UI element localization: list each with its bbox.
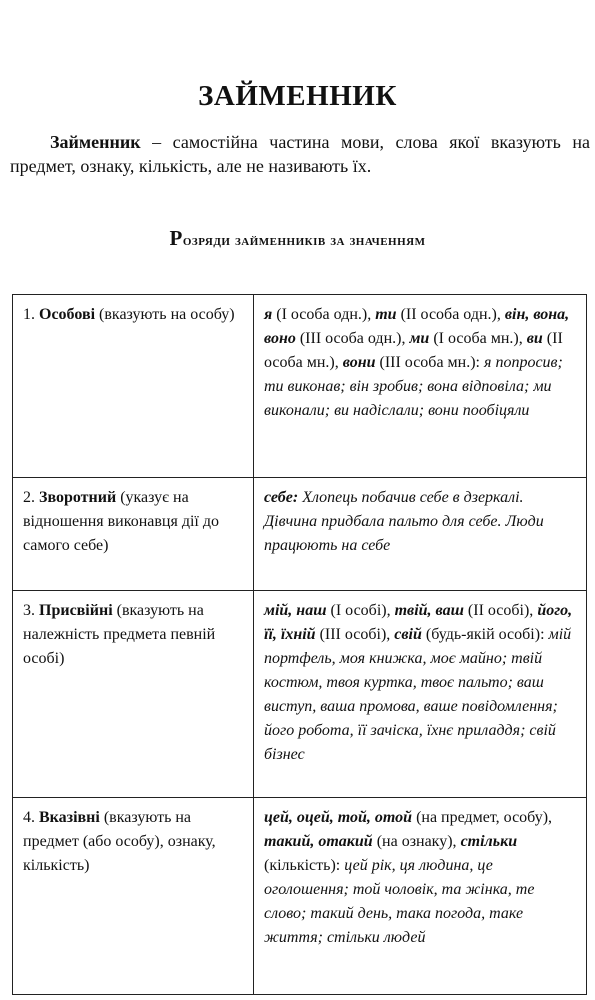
grammar-note: (кількість): <box>264 857 345 874</box>
example-text: мій портфель, моя книжка, моє майно; твій костюм, твоя куртка, твоє пальто; ваш виступ, ваша промова, ваше повідомлення; його робота, її зачіска, їхнє приладдя; свій бізнес <box>264 626 572 763</box>
definition-text: – самостійна частина мови, слова якої вказують на предмет, ознаку, кількість, але не називають їх. <box>10 132 590 176</box>
category-cell <box>13 295 254 478</box>
examples-cell <box>254 591 587 798</box>
pronoun-term: ти <box>375 306 397 323</box>
pronoun-term: себе: <box>264 489 299 506</box>
grammar-note: (ІІ особі), <box>463 602 538 619</box>
category-name: Особові <box>39 306 96 323</box>
pronoun-categories-table <box>12 294 587 995</box>
category-name: Присвійні <box>39 602 113 619</box>
pronoun-term: ми <box>409 330 430 347</box>
category-cell <box>13 798 254 995</box>
section-heading <box>0 226 595 251</box>
pronoun-term: свій <box>394 626 422 643</box>
grammar-note: (ІІ особа одн.), <box>396 306 505 323</box>
example-text: цей рік, ця людина, це оголошення; той чоловік, та жінка, те слово; такий день, така погода, таке життя; стільки людей <box>264 857 535 946</box>
table-row <box>13 591 587 798</box>
grammar-note: (ІІІ особа одн.), <box>295 330 410 347</box>
grammar-note: (на ознаку), <box>372 833 461 850</box>
category-number: 3. <box>23 602 39 619</box>
category-description: (указує на відношення виконавця дії до самого себе) <box>23 489 219 554</box>
table-row <box>13 798 587 995</box>
pronoun-term: ви <box>526 330 543 347</box>
category-name: Зворотний <box>39 489 117 506</box>
examples-cell <box>254 798 587 995</box>
grammar-note: (ІІІ особі), <box>315 626 395 643</box>
pronoun-term: мій, наш <box>264 602 327 619</box>
pronoun-term: такий, отакий <box>264 833 373 850</box>
grammar-note: (І особі), <box>326 602 395 619</box>
pronoun-term: його, її, їхній <box>264 602 573 643</box>
table-row <box>13 295 587 478</box>
definition-term: Займенник <box>50 132 141 152</box>
category-name: Вказівні <box>39 809 100 826</box>
section-heading-rest: озряди займенників за значенням <box>182 232 426 249</box>
example-text: Хлопець побачив себе в дзеркалі. Дівчина придбала пальто для себе. Люди працюють на себе <box>264 489 544 554</box>
examples-cell <box>254 295 587 478</box>
pronoun-term: цей, оцей, той, отой <box>264 809 413 826</box>
pronoun-term: стільки <box>460 833 518 850</box>
pronoun-term: він, вона, воно <box>264 306 570 347</box>
section-heading-initial: Р <box>169 226 183 250</box>
grammar-note: (будь-якій особі): <box>421 626 549 643</box>
category-number: 2. <box>23 489 39 506</box>
grammar-note: (ІІІ особа мн.): <box>375 354 484 371</box>
grammar-note: (на предмет, особу), <box>412 809 553 826</box>
pronoun-term: твій, ваш <box>394 602 464 619</box>
category-description: (вказують на предмет (або особу), ознаку, кількість) <box>23 809 216 874</box>
grammar-note: (І особа мн.), <box>429 330 527 347</box>
category-number: 4. <box>23 809 39 826</box>
example-text: я попросив; ти виконав; він зробив; вона відповіла; ми виконали; ви надіслали; вони пообіцяли <box>264 354 563 419</box>
category-description: (вказують на належність предмета певній особі) <box>23 602 216 667</box>
definition-paragraph <box>10 130 590 178</box>
pronoun-term: вони <box>342 354 376 371</box>
grammar-note: (ІІ особа мн.), <box>264 330 563 371</box>
pronoun-term: я <box>264 306 273 323</box>
category-cell <box>13 591 254 798</box>
grammar-note: (І особа одн.), <box>272 306 376 323</box>
category-number: 1. <box>23 306 39 323</box>
page-title: ЗАЙМЕННИК <box>198 80 397 112</box>
category-description: (вказують на особу) <box>95 306 235 323</box>
table-row <box>13 478 587 591</box>
examples-cell <box>254 478 587 591</box>
category-cell <box>13 478 254 591</box>
